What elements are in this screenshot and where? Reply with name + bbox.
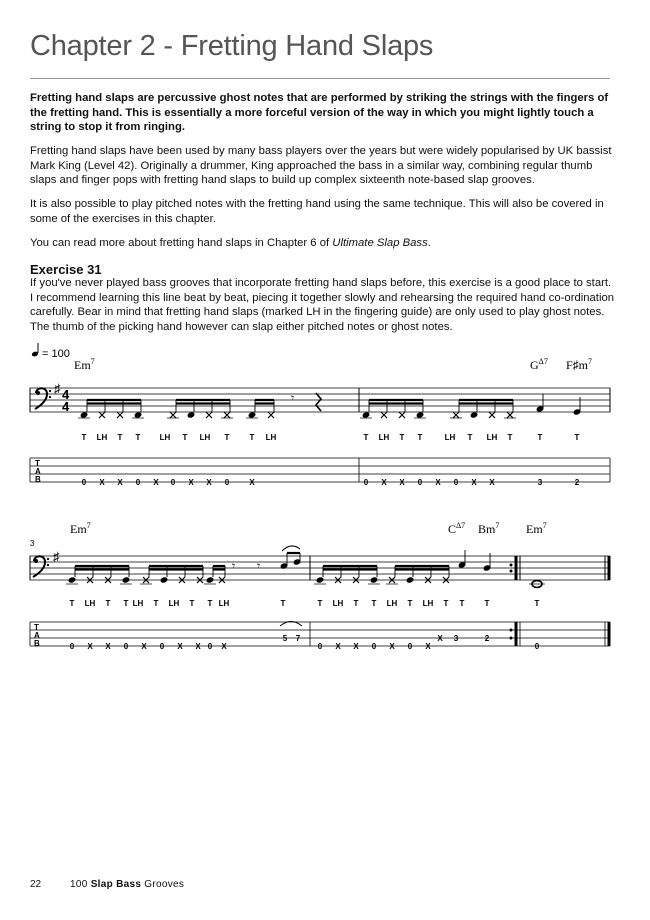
rests bbox=[232, 559, 260, 573]
tempo-value: = 100 bbox=[42, 348, 70, 360]
note-head bbox=[80, 411, 89, 418]
chord-symbol: Em$^7$ bbox=[526, 521, 547, 536]
fingering-label: T bbox=[407, 599, 413, 608]
tab-numbers-2 bbox=[70, 634, 540, 651]
tab-number: 0 bbox=[69, 642, 75, 651]
tab-number: 0 bbox=[207, 642, 213, 651]
fingering-label: T bbox=[574, 433, 580, 442]
tab-number: 0 bbox=[363, 478, 369, 487]
tab-number: X bbox=[437, 634, 443, 643]
tab-number: X bbox=[471, 478, 477, 487]
fingering-label: T bbox=[399, 433, 405, 442]
fingering-label: LH bbox=[199, 433, 211, 442]
tab-number: X bbox=[195, 642, 201, 651]
tab-repeat-dots bbox=[510, 629, 513, 640]
page-number: 22 bbox=[30, 879, 42, 890]
tab-number: X bbox=[489, 478, 495, 487]
tab-number: X bbox=[99, 478, 105, 487]
svg-text:T: T bbox=[35, 459, 40, 468]
fingering-label: T bbox=[105, 599, 111, 608]
intro-paragraph: Fretting hand slaps are percussive ghost notes that are performed by striking the strings with the fingers of the fretting hand. This is essentially a more forceful version of the way in which you might lightly touch a string to stop it from ringing. bbox=[30, 92, 609, 134]
tab-number: 0 bbox=[371, 642, 377, 651]
key-signature-sharp: ♯ bbox=[53, 549, 60, 564]
fingering-label: LH bbox=[96, 433, 108, 442]
further-reading-end: . bbox=[427, 237, 431, 249]
chord-symbol: $F♯m^7$ bbox=[566, 357, 593, 372]
ghost-note bbox=[206, 412, 212, 418]
tab-numbers-1 bbox=[82, 478, 580, 487]
tab-number: 0 bbox=[224, 478, 230, 487]
tab-number: 2 bbox=[574, 478, 580, 487]
tab-number: X bbox=[188, 478, 194, 487]
staff-lines bbox=[30, 556, 610, 580]
svg-text:T: T bbox=[34, 623, 39, 632]
svg-text:4: 4 bbox=[62, 399, 70, 414]
slur bbox=[282, 546, 300, 551]
fingering-label: T bbox=[417, 433, 423, 442]
ghost-note bbox=[99, 412, 105, 418]
fingering-label: T bbox=[484, 599, 490, 608]
note-head bbox=[122, 576, 131, 583]
chord-symbol: Bm$^7$ bbox=[478, 521, 500, 536]
paragraph-history: Fretting hand slaps have been used by many bass players over the years but were widely popularised by UK bassist Mark King (Level 42). Originally a drummer, King approached the bass in a similar way, combining regular thumb slaps and finger pops with fretting hand slaps to build up complex sixteenth note-based slap grooves. bbox=[30, 145, 612, 187]
tab-number: 0 bbox=[453, 478, 459, 487]
tab-number: X bbox=[87, 642, 93, 651]
tab-number: X bbox=[425, 642, 431, 651]
fingering-label: T bbox=[224, 433, 230, 442]
fingering-label: LH bbox=[332, 599, 344, 608]
tab-number: 0 bbox=[135, 478, 141, 487]
fingering-label: T bbox=[280, 599, 286, 608]
tab-number: X bbox=[206, 478, 212, 487]
tab-number: X bbox=[117, 478, 123, 487]
fingering-label: LH bbox=[422, 599, 434, 608]
tab-number: X bbox=[221, 642, 227, 651]
tab-number: 3 bbox=[537, 478, 543, 487]
tab-number: 5 bbox=[282, 634, 288, 643]
fingering-label: T bbox=[117, 433, 123, 442]
time-signature bbox=[62, 387, 70, 414]
book-title bbox=[70, 879, 184, 890]
eighth-rest: 𝄾 bbox=[232, 559, 236, 573]
tab-number: 0 bbox=[407, 642, 413, 651]
eighth-rest: 𝄾 bbox=[291, 391, 295, 405]
fingering-label: T bbox=[371, 599, 377, 608]
fingering-label: T bbox=[249, 433, 255, 442]
tab-number: X bbox=[141, 642, 147, 651]
fingering-row-2 bbox=[70, 599, 540, 608]
fingering-label: T bbox=[69, 599, 75, 608]
quarter-rest bbox=[316, 393, 321, 411]
exercise-description: If you've never played bass grooves that incorporate fretting hand slaps before, this exercise is a good place to start. I recommend learning this line beat by beat, piecing it together slowly and rehearsing the required hand co-ordination carefully. Bear in mind that fretting hand slaps (marked LH in the fingering guide) are only used to play ghost notes. The thumb of the picking hand however can slap either pitched notes or ghost notes. bbox=[30, 277, 615, 333]
tab-number: 0 bbox=[534, 642, 540, 651]
fingering-label: LH bbox=[444, 433, 456, 442]
exercise-heading: Exercise 31 bbox=[30, 262, 102, 277]
svg-text:B: B bbox=[34, 639, 40, 648]
note-head bbox=[206, 576, 215, 583]
tab-number: 0 bbox=[317, 642, 323, 651]
note-head bbox=[362, 411, 371, 418]
note-head bbox=[316, 576, 325, 583]
fingering-label: LH bbox=[132, 599, 144, 608]
note-head bbox=[406, 576, 415, 583]
note-head bbox=[470, 411, 479, 418]
ghost-note bbox=[507, 412, 513, 418]
tab-number: 0 bbox=[417, 478, 423, 487]
fingering-label: T bbox=[317, 599, 323, 608]
tab-number: X bbox=[389, 642, 395, 651]
tab-number: 0 bbox=[159, 642, 165, 651]
fingering-label: T bbox=[459, 599, 465, 608]
fingering-row-1 bbox=[82, 433, 580, 442]
tab-number: X bbox=[335, 642, 341, 651]
book-title-suffix: Grooves bbox=[144, 879, 185, 890]
tab-number: X bbox=[105, 642, 111, 651]
fingering-label: T bbox=[537, 433, 543, 442]
ghost-note bbox=[170, 412, 176, 418]
note-head bbox=[248, 411, 257, 418]
svg-text:A: A bbox=[35, 467, 41, 476]
fingering-label: T bbox=[153, 599, 159, 608]
tab-number: X bbox=[153, 478, 159, 487]
svg-text:A: A bbox=[34, 631, 40, 640]
fingering-label: T bbox=[443, 599, 449, 608]
fingering-label: LH bbox=[386, 599, 398, 608]
ghost-note bbox=[224, 412, 230, 418]
chapter-title: Chapter 2 - Fretting Hand Slaps bbox=[30, 30, 434, 62]
fingering-label: T bbox=[353, 599, 359, 608]
fingering-label: T bbox=[467, 433, 473, 442]
fingering-label: LH bbox=[378, 433, 390, 442]
tab-number: 7 bbox=[295, 634, 301, 643]
fingering-label: LH bbox=[218, 599, 230, 608]
tab-number: 2 bbox=[484, 634, 490, 643]
fingering-label: T bbox=[507, 433, 513, 442]
fingering-label: T bbox=[182, 433, 188, 442]
tab-number: X bbox=[353, 642, 359, 651]
fingering-label: LH bbox=[159, 433, 171, 442]
svg-text:4: 4 bbox=[62, 387, 70, 402]
ghost-note bbox=[268, 412, 274, 418]
tab-clef bbox=[34, 623, 40, 648]
tab-number: X bbox=[399, 478, 405, 487]
note-head bbox=[134, 411, 143, 418]
book-reference: Ultimate Slap Bass bbox=[332, 237, 428, 249]
chord-symbol: Em$^7$ bbox=[70, 521, 91, 536]
tab-number: 0 bbox=[81, 478, 87, 487]
ghost-note bbox=[117, 412, 123, 418]
measure-number: 3 bbox=[30, 539, 35, 548]
eighth-rest: 𝄾 bbox=[257, 559, 261, 573]
fingering-label: LH bbox=[486, 433, 498, 442]
ghost-note bbox=[453, 412, 459, 418]
ghost-note bbox=[399, 412, 405, 418]
notes-system-2 bbox=[66, 546, 545, 587]
ghost-note bbox=[489, 412, 495, 418]
fingering-label: LH bbox=[265, 433, 277, 442]
svg-text:B: B bbox=[35, 475, 41, 484]
system-2 bbox=[30, 521, 610, 651]
note-head bbox=[416, 411, 425, 418]
key-signature-sharp: ♯ bbox=[54, 381, 61, 396]
fingering-label: LH bbox=[168, 599, 180, 608]
fingering-label: T bbox=[81, 433, 87, 442]
chord-symbol: $C^{\Delta 7}$ bbox=[448, 521, 466, 536]
fingering-label: LH bbox=[84, 599, 96, 608]
tab-number: 0 bbox=[170, 478, 176, 487]
book-title-bold: Slap Bass bbox=[90, 879, 142, 890]
tab-number: X bbox=[177, 642, 183, 651]
tab-clef bbox=[35, 459, 41, 484]
tab-number: X bbox=[435, 478, 441, 487]
note-head bbox=[370, 576, 379, 583]
tempo-marking bbox=[31, 343, 70, 360]
system-1 bbox=[30, 357, 610, 487]
fingering-label: T bbox=[123, 599, 129, 608]
note-head bbox=[160, 576, 169, 583]
chord-symbol: $G^{\Delta 7}$ bbox=[530, 357, 548, 372]
book-title-prefix: 100 bbox=[70, 879, 88, 890]
further-reading-text: You can read more about fretting hand slaps in Chapter 6 of bbox=[30, 237, 333, 249]
tab-number: X bbox=[381, 478, 387, 487]
fingering-label: T bbox=[207, 599, 213, 608]
note-head bbox=[187, 411, 196, 418]
tab-number: X bbox=[249, 478, 255, 487]
note-head bbox=[68, 576, 77, 583]
fingering-label: T bbox=[363, 433, 369, 442]
fingering-label: T bbox=[189, 599, 195, 608]
chord-symbol: Em$^7$ bbox=[74, 357, 95, 372]
ghost-note bbox=[381, 412, 387, 418]
fingering-label: T bbox=[135, 433, 141, 442]
fingering-label: T bbox=[534, 599, 540, 608]
tab-number: 3 bbox=[453, 634, 459, 643]
paragraph-pitched-notes: It is also possible to play pitched notes with the fretting hand using the same technique. This will also be covered in some of the exercises in this chapter. bbox=[30, 198, 604, 225]
tab-number: 0 bbox=[123, 642, 129, 651]
